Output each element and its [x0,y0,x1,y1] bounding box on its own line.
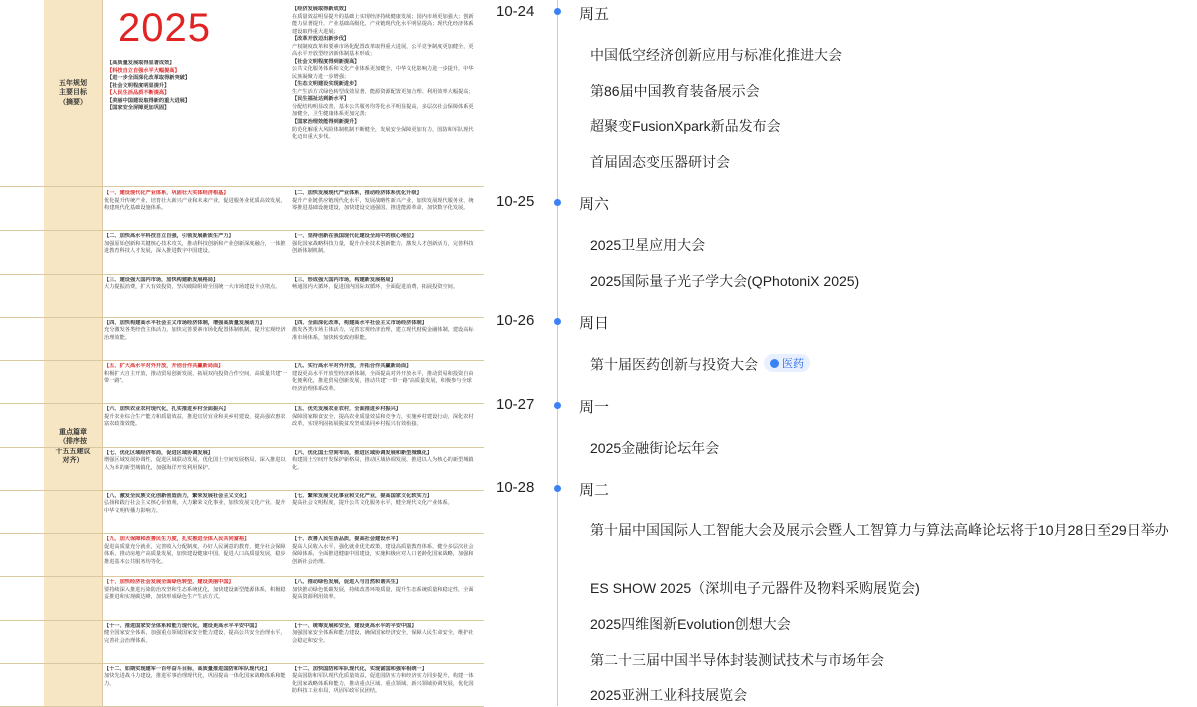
chapter-title: 【八、激发全民族文化创新创造活力，繁荣发展社会主义文化】 [104,492,250,499]
chapter-text: 保障国家粮食安全，提高农业质量效益和竞争力，实施乡村建设行动，深化农村改革，实现巩固拓展脱贫攻坚成果同乡村振兴有效衔接。 [292,413,474,428]
chapter-text: 加强国家安全体系和能力建设，确保国家经济安全，保障人民生命安全，维护社会稳定和安全。 [292,630,474,644]
chapter-text: 构建国土空间开发保护新格局，推动区域协调发展，推进以人为核心的新型城镇化。 [292,457,474,471]
chapter-cell-right [292,233,476,271]
event-link[interactable]: 第十届中国国际人工智能大会及展示会暨人工智算力与算法高峰论坛将于10月28日至29日举办 [590,522,1169,538]
timeline-dot [554,8,561,15]
goal-text: 公共文化服务体系和文化产业体系更加健全，中华文化影响力进一步提升，中华民族凝聚力进一步增强； [292,66,474,80]
event-link[interactable]: 2025四维图新Evolution创想大会 [590,616,791,632]
timeline-dot [554,199,561,206]
chapter-cell-right [292,363,476,401]
goal-text: 分配结构明显改善，基本公共服务均等化水平明显提高，多层次社会保障体系更加健全，卫生健康体系更加完善； [292,103,474,118]
event-link[interactable] [590,354,810,375]
event-link[interactable]: 2025金融街论坛年会 [590,440,720,456]
chapter-title: 【十、改善人民生活品质，提高社会建设水平】 [292,536,401,542]
goal-item: 【人民生活品质不断提高】 [107,90,170,97]
chapter-cell-left [104,406,288,444]
goal-heading: 【改革开放迈出新步伐】 [292,36,350,43]
year-heading: 2025 [118,6,211,50]
timeline-dot [554,485,561,492]
timeline-line [557,0,558,706]
goal-item: 【美丽中国建设取得新的重大进展】 [107,97,191,104]
chapter-text: 大力提振消费，扩大有效投资，坚决破除阻碍全国统一大市场建设卡点堵点。 [104,284,281,291]
chapter-cell-left [104,623,288,661]
event-link[interactable]: 2025国际量子光子学大会(QPhotoniX 2025) [590,273,860,289]
chapter-title: 【九、实行高水平对外开放，开拓合作共赢新局面】 [292,363,412,369]
day-weekday: 周六 [579,196,610,213]
goals-left-list [107,60,287,180]
tag-icon [770,359,779,368]
category-tag[interactable] [764,354,810,372]
goal-text: 生产生活方式绿色转型成效显著，能源资源配置更加合理、利用效率大幅提高； [292,88,474,95]
chapter-text: 加快推动绿色低碳发展，持续改善环境质量，提升生态系统质量和稳定性，全面提高资源利用效率。 [292,586,474,601]
day-weekday: 周一 [579,399,610,416]
chapter-title: 【十二、如期实现建军一百年奋斗目标，高质量推进国防和军队现代化】 [104,665,271,672]
chapter-text: 提高社会文明程度，提升公共文化服务水平，健全现代文化产业体系。 [292,500,453,507]
goal-heading: 【民生福祉达到新水平】 [292,96,350,103]
chapter-cell-right [292,579,476,617]
chapter-cell-left [104,579,288,617]
chapter-text: 优化提升传统产业，培育壮大新兴产业和未来产业，促进服务业优质高效发展，构建现代化基础设施体系。 [104,197,286,212]
day-date: 10-25 [496,193,535,210]
chapter-title: 【十二、加快国防和军队现代化，实现富国和强军相统一】 [292,665,427,672]
day-date: 10-24 [496,3,535,20]
chapter-cell-right [292,623,476,661]
event-link[interactable]: 第86届中国教育装备展示会 [590,83,760,99]
chapter-text: 建设更高水平开放型经济新体制，全面提高对外开放水平，推动贸易和投资自由化便利化，推进贸易创新发展，推动共建“一带一路”高质量发展，积极参与全球经济治理体系改革。 [292,370,474,392]
event-link[interactable]: ES SHOW 2025（深圳电子元器件及物料采购展览会) [590,580,920,596]
chapter-cell-right [292,493,476,531]
chapter-text: 激发各类市场主体活力，完善宏观经济治理，建立现代财税金融体制，建设高标准市场体系，加快转变政府职能。 [292,327,474,341]
chapter-title: 【三、建设强大国内市场，加快构建新发展格局】 [104,276,219,283]
chapter-title: 【一、坚持创新在我国现代化建设全局中的核心地位】 [292,233,417,240]
chapter-title: 【九、加大保障和改善民生力度，扎实推进全体人民共同富裕】 [104,536,250,542]
chapter-title: 【五、优先发展农业农村，全面推进乡村振兴】 [292,406,401,413]
chapter-title: 【七、繁荣发展文化事业和文化产业，提高国家文化软实力】 [292,492,433,499]
chapter-title: 【三、形成强大国内市场，构建新发展格局】 [292,276,396,283]
chapter-text: 强化国家战略科技力量，提升企业技术创新能力，激发人才创新活力，完善科技创新体制机制。 [292,240,474,255]
goal-heading: 【社会文明程度得到新提高】 [292,58,360,65]
chapter-text: 弘扬和践行社会主义核心价值观，大力繁荣文化事业，加快发展文化产业，提升中华文明传播力影响力。 [104,500,286,514]
chapter-title: 【四、加快构建高水平社会主义市场经济体制，增强高质量发展动力】 [104,319,265,326]
goal-item: 【科技自立自强水平大幅提高】 [107,67,180,74]
chapter-title: 【二、加快高水平科技自立自强，引领发展新质生产力】 [104,233,234,240]
chapter-title: 【六、优化国土空间布局，推进区域协调发展和新型城镇化】 [292,449,433,456]
category-tag-label: 医药 [782,358,804,370]
goal-text: 在质量效益明显提升的基础上实现经济持续健康发展；国内市场更加强大；创新能力显著提升，产业基础高级化、产业链现代化水平明显提高；现代化经济体系建设取得重大进展； [292,13,474,35]
chapter-text: 促进高质量充分就业，完善收入分配制度，办好人民满意的教育，健全社会保障体系，推动房地产高质量发展，加快建设健康中国，促进人口高质量发展，稳步推进基本公共服务均等化。 [104,543,286,565]
event-title: 第十届医药创新与投资大会 [590,356,758,373]
chapter-title: 【六、加快农业农村现代化，扎实推进乡村全面振兴】 [104,406,229,413]
chapter-cell-left [104,666,288,704]
chapter-cell-left [104,450,288,488]
row-label-goals-text: 五年规划 主要目标 （摘要） [59,79,87,106]
chapter-cell-left [104,277,288,315]
chapter-cell-right [292,536,476,574]
goal-heading: 【生态文明建设实现新进步】 [292,81,360,88]
goal-item: 【进一步全面深化改革取得新突破】 [107,75,191,82]
row-label-chapters-text: 重点篇章 （排序按 十五五建议 对齐） [55,428,91,464]
chapter-title: 【七、优化区域经济布局，促进区域协调发展】 [104,449,213,456]
chapter-cell-left [104,493,288,531]
chapter-cell-left [104,233,288,271]
chapter-text: 提高国防和军队现代化质量效益，促进国防实力和经济实力同步提升，构建一体化国家战略体系和能力，推动重点区域、重点领域、新兴领域协调发展，优化国防科技工业布局，巩固军政军民团结。 [292,673,474,695]
chapter-title: 【十、加快经济社会发展全面绿色转型，建设美丽中国】 [104,579,234,586]
chapter-cell-right [292,320,476,358]
goal-item: 【高质量发展取得显著成效】 [107,60,175,66]
chapter-title: 【一、建设现代化产业体系，巩固壮大实体经济根基】 [104,190,229,196]
event-link[interactable]: 2025亚洲工业科技展览会 [590,687,748,703]
chapter-text: 充分激发各类经营主体活力，加快完善要素市场化配置体制机制，提升宏观经济治理效能。 [104,327,286,341]
day-date: 10-28 [496,479,535,496]
chapter-cell-left [104,190,288,228]
chapter-title: 【二、加快发展现代产业体系，推动经济体系优化升级】 [292,190,422,196]
goal-item: 【社会文明程度明显提升】 [107,82,170,89]
chapter-cell-left [104,536,288,574]
chapter-title: 【十一、统筹发展和安全，建设更高水平的平安中国】 [292,622,417,629]
row-label-goals [44,0,103,186]
event-link[interactable]: 中国低空经济创新应用与标准化推进大会 [590,47,842,63]
day-weekday: 周五 [579,6,610,23]
chapter-title: 【八、推动绿色发展，促进人与自然和谐共生】 [292,579,401,586]
chapter-text: 提升农业综合生产能力和质量效益，推进宜居宜业和美乡村建设，提高强农惠农富农政策效能。 [104,413,286,428]
event-link[interactable]: 第二十三届中国半导体封装测试技术与市场年会 [590,652,884,668]
day-weekday: 周二 [579,482,610,499]
event-link[interactable]: 超聚变FusionXpark新品发布会 [590,118,781,134]
goals-right-list [292,6,478,182]
goal-text: 产权制度改革和要素市场化配置改革取得重大进展，公平竞争制度更加健全，更高水平开放型经济新体制基本形成； [292,43,474,58]
chapter-text: 畅通国内大循环，促进国内国际双循环，全面促进消费，拓展投资空间。 [292,284,459,291]
chapter-cell-left [104,363,288,401]
goal-text: 防范化解重大风险体制机制不断健全，发展安全保障更加有力，国防和军队现代化迈出重大步伐。 [292,126,474,141]
chapter-text: 加快先进战斗力建设，推进军事治理现代化，巩固提高一体化国家战略体系和能力。 [104,673,286,687]
goal-heading: 【经济发展取得新成效】 [292,6,350,12]
chapter-text: 积极扩大自主开放，推动贸易创新发展，拓展双向投资合作空间，高质量共建“一带一路”。 [104,370,288,385]
chapter-cell-left [104,320,288,358]
chapter-text: 增强区域发展协调性，促进区域联动发展，优化国土空间发展格局，深入推进以人为本的新型城镇化，加强海洋开发利用保护。 [104,457,286,471]
chapter-cell-right [292,277,476,315]
chapter-text: 提高人民收入水平，强化就业优先政策，建设高质量教育体系，健全多层次社会保障体系，全面推进健康中国建设，实施积极应对人口老龄化国家战略，加强和创新社会治理。 [292,543,474,565]
chapter-cell-right [292,190,476,228]
goal-heading: 【国家治理效能得到新提升】 [292,118,360,125]
chapter-title: 【四、全面深化改革，构建高水平社会主义市场经济体制】 [292,319,427,326]
chapter-text: 要持续深入推进污染防治攻坚和生态系统优化，加快建设新型能源体系，积极稳妥推进和实现碳达峰，加快形成绿色生产生活方式。 [104,586,286,601]
chapter-text: 加强原始创新和关键核心技术攻关，推动科技创新和产业创新深度融合，一体推进教育科技人才发展，深入推进数字中国建设。 [104,240,286,255]
timeline-dot [554,402,561,409]
event-link[interactable]: 2025卫星应用大会 [590,237,706,253]
chapter-cell-right [292,666,476,704]
chapter-cell-right [292,406,476,444]
day-date: 10-27 [496,396,535,413]
day-weekday: 周日 [579,315,610,332]
chapter-title: 【十一、推进国家安全体系和能力现代化，建设更高水平平安中国】 [104,622,260,629]
event-link[interactable]: 首届固态变压器研讨会 [590,154,730,170]
chapter-text: 健全国家安全体系，加强重点领域国家安全能力建设，提高公共安全治理水平，完善社会治理体系。 [104,630,286,644]
plan-comparison-table [0,0,484,706]
chapter-text: 提升产业链供应链现代化水平，发展战略性新兴产业，加快发展现代服务业，统筹推进基础设施建设，加快建设交通强国，推进能源革命，加快数字化发展。 [292,197,474,212]
day-date: 10-26 [496,312,535,329]
timeline-dot [554,318,561,325]
goal-item: 【国家安全屏障更加巩固】 [107,105,170,112]
chapter-cell-right [292,450,476,488]
chapter-title: 【五、扩大高水平对外开放，开创合作共赢新局面】 [104,363,224,369]
